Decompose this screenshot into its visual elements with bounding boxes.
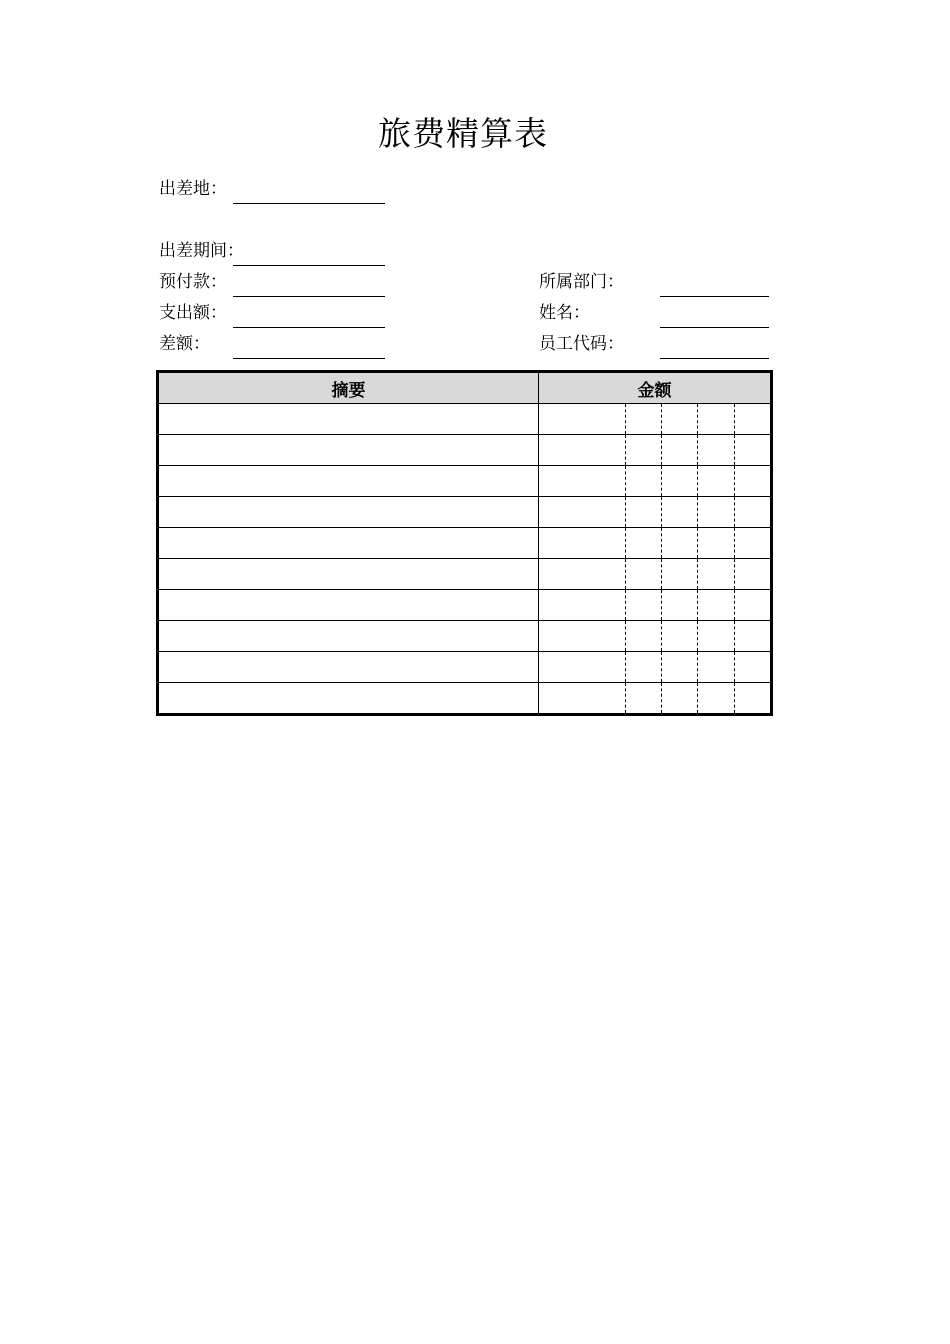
amount-digit-cell[interactable] bbox=[539, 528, 626, 559]
amount-digit-cell[interactable] bbox=[735, 466, 772, 497]
amount-digit-cell[interactable] bbox=[662, 435, 698, 466]
amount-digit-cell[interactable] bbox=[539, 652, 626, 683]
expense-label: 支出额： bbox=[159, 303, 227, 323]
table-row bbox=[158, 497, 772, 528]
amount-digit-cell[interactable] bbox=[735, 559, 772, 590]
amount-digit-cell[interactable] bbox=[626, 683, 662, 715]
table-row bbox=[158, 404, 772, 435]
amount-digit-cell[interactable] bbox=[662, 466, 698, 497]
name-label: 姓名： bbox=[539, 303, 590, 323]
summary-cell[interactable] bbox=[158, 683, 539, 715]
department-label: 所属部门： bbox=[539, 272, 624, 292]
amount-digit-cell[interactable] bbox=[539, 466, 626, 497]
amount-digit-cell[interactable] bbox=[698, 683, 735, 715]
amount-digit-cell[interactable] bbox=[662, 621, 698, 652]
amount-digit-cell[interactable] bbox=[662, 497, 698, 528]
summary-cell[interactable] bbox=[158, 497, 539, 528]
amount-digit-cell[interactable] bbox=[539, 497, 626, 528]
summary-cell[interactable] bbox=[158, 435, 539, 466]
amount-digit-cell[interactable] bbox=[735, 621, 772, 652]
expense-table bbox=[156, 370, 773, 716]
amount-digit-cell[interactable] bbox=[626, 497, 662, 528]
difference-label: 差额： bbox=[159, 334, 210, 354]
employee-code-label: 员工代码： bbox=[539, 334, 624, 354]
amount-digit-cell[interactable] bbox=[735, 683, 772, 715]
summary-cell[interactable] bbox=[158, 559, 539, 590]
amount-digit-cell[interactable] bbox=[662, 559, 698, 590]
amount-digit-cell[interactable] bbox=[662, 652, 698, 683]
table-row bbox=[158, 559, 772, 590]
summary-cell[interactable] bbox=[158, 528, 539, 559]
amount-digit-cell[interactable] bbox=[662, 683, 698, 715]
amount-digit-cell[interactable] bbox=[626, 404, 662, 435]
advance-field[interactable] bbox=[233, 296, 385, 297]
amount-digit-cell[interactable] bbox=[698, 559, 735, 590]
period-label: 出差期间： bbox=[159, 241, 244, 261]
destination-field[interactable] bbox=[233, 203, 385, 204]
amount-digit-cell[interactable] bbox=[698, 435, 735, 466]
difference-field[interactable] bbox=[233, 358, 385, 359]
table-row bbox=[158, 652, 772, 683]
amount-digit-cell[interactable] bbox=[698, 590, 735, 621]
amount-digit-cell[interactable] bbox=[539, 590, 626, 621]
amount-digit-cell[interactable] bbox=[735, 652, 772, 683]
amount-digit-cell[interactable] bbox=[539, 559, 626, 590]
amount-digit-cell[interactable] bbox=[698, 621, 735, 652]
amount-digit-cell[interactable] bbox=[626, 652, 662, 683]
amount-digit-cell[interactable] bbox=[539, 404, 626, 435]
summary-cell[interactable] bbox=[158, 466, 539, 497]
table-row bbox=[158, 466, 772, 497]
department-field[interactable] bbox=[660, 296, 769, 297]
amount-digit-cell[interactable] bbox=[626, 466, 662, 497]
amount-digit-cell[interactable] bbox=[662, 590, 698, 621]
summary-cell[interactable] bbox=[158, 621, 539, 652]
amount-digit-cell[interactable] bbox=[698, 404, 735, 435]
summary-cell[interactable] bbox=[158, 652, 539, 683]
advance-label: 预付款： bbox=[159, 272, 227, 292]
destination-label: 出差地： bbox=[159, 179, 227, 199]
table-row bbox=[158, 528, 772, 559]
amount-digit-cell[interactable] bbox=[735, 590, 772, 621]
employee-code-field[interactable] bbox=[660, 358, 769, 359]
table-header-row bbox=[158, 372, 772, 404]
name-field[interactable] bbox=[660, 327, 769, 328]
summary-cell[interactable] bbox=[158, 590, 539, 621]
amount-digit-cell[interactable] bbox=[539, 621, 626, 652]
amount-digit-cell[interactable] bbox=[698, 497, 735, 528]
amount-digit-cell[interactable] bbox=[698, 652, 735, 683]
summary-header: 摘要 bbox=[158, 372, 539, 404]
amount-header: 金额 bbox=[539, 372, 772, 404]
amount-digit-cell[interactable] bbox=[735, 404, 772, 435]
amount-digit-cell[interactable] bbox=[626, 621, 662, 652]
amount-digit-cell[interactable] bbox=[735, 497, 772, 528]
amount-digit-cell[interactable] bbox=[626, 559, 662, 590]
amount-digit-cell[interactable] bbox=[735, 528, 772, 559]
summary-cell[interactable] bbox=[158, 404, 539, 435]
expense-field[interactable] bbox=[233, 327, 385, 328]
period-field[interactable] bbox=[233, 265, 385, 266]
amount-digit-cell[interactable] bbox=[662, 404, 698, 435]
amount-digit-cell[interactable] bbox=[539, 683, 626, 715]
amount-digit-cell[interactable] bbox=[626, 528, 662, 559]
table-row bbox=[158, 621, 772, 652]
amount-digit-cell[interactable] bbox=[735, 435, 772, 466]
table-row bbox=[158, 435, 772, 466]
amount-digit-cell[interactable] bbox=[698, 466, 735, 497]
amount-digit-cell[interactable] bbox=[626, 435, 662, 466]
amount-digit-cell[interactable] bbox=[626, 590, 662, 621]
amount-digit-cell[interactable] bbox=[539, 435, 626, 466]
table-row bbox=[158, 683, 772, 715]
amount-digit-cell[interactable] bbox=[662, 528, 698, 559]
table-row bbox=[158, 590, 772, 621]
page-title: 旅费精算表 bbox=[378, 114, 548, 153]
amount-digit-cell[interactable] bbox=[698, 528, 735, 559]
